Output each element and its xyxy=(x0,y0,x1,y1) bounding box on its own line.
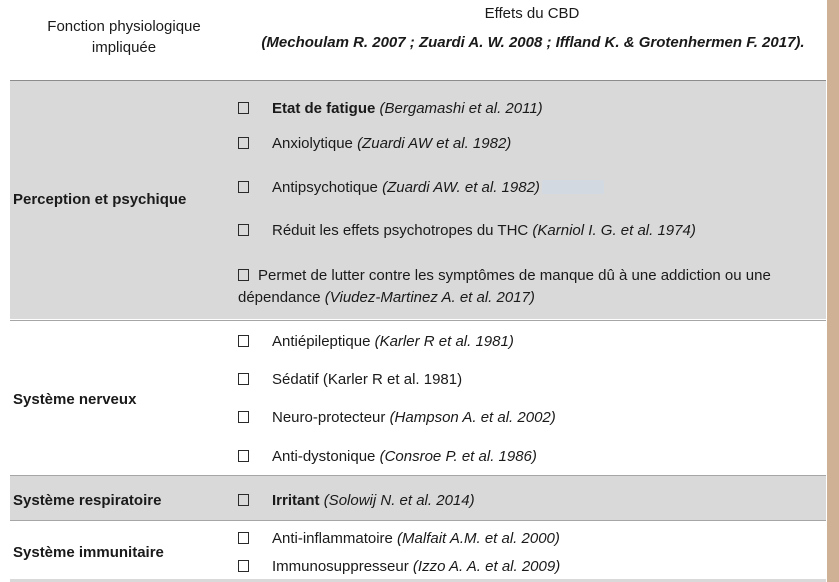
checkbox-icon xyxy=(238,411,249,423)
effect-item: Anti-dystonique (Consroe P. et al. 1986) xyxy=(238,446,824,468)
effect-item: Neuro-protecteur (Hampson A. et al. 2002) xyxy=(238,407,824,429)
section-label: Système nerveux xyxy=(13,391,137,408)
section-respiratory-system xyxy=(10,475,826,520)
effect-item: Antipsychotique (Zuardi AW. et al. 1982) xyxy=(238,177,824,199)
effect-item: Réduit les effets psychotropes du THC (Karniol I. G. et al. 1974) xyxy=(238,220,824,242)
checkbox-icon xyxy=(238,560,249,572)
effect-item: Anxiolytique (Zuardi AW et al. 1982) xyxy=(238,133,824,155)
effect-item: Etat de fatigue (Bergamashi et al. 2011) xyxy=(238,98,824,120)
effect-item: Anti-inflammatoire (Malfait A.M. et al. 2000) xyxy=(238,528,824,550)
highlight-mark xyxy=(542,180,604,194)
checkbox-icon xyxy=(238,269,249,281)
checkbox-icon xyxy=(238,102,249,114)
section-label: Système immunitaire xyxy=(13,544,164,561)
header-cbd-effects: Effets du CBD xyxy=(484,5,580,22)
checkbox-icon xyxy=(238,137,249,149)
header-physiological-function: Fonction physiologique impliquée xyxy=(47,18,201,56)
checkbox-icon xyxy=(238,532,249,544)
section-label: Perception et psychique xyxy=(13,191,187,208)
checkbox-icon xyxy=(238,373,249,385)
effect-item: Permet de lutter contre les symptômes de manque dû à une addiction ou une dépendance (Viudez-Martinez A. et al. 2017) xyxy=(238,267,771,306)
effect-item: Immunosuppresseur (Izzo A. A. et al. 2009) xyxy=(238,556,824,578)
checkbox-icon xyxy=(238,181,249,193)
section-label: Système respiratoire xyxy=(13,492,162,509)
section-nervous-system xyxy=(10,320,826,475)
cbd-effects-table xyxy=(10,0,826,582)
checkbox-icon xyxy=(238,494,249,506)
checkbox-icon xyxy=(238,450,249,462)
section-immune-system xyxy=(10,520,826,580)
page-edge xyxy=(827,0,839,582)
effect-item: Sédatif (Karler R et al. 1981) xyxy=(238,369,824,391)
effect-item: Irritant (Solowij N. et al. 2014) xyxy=(238,490,824,512)
checkbox-icon xyxy=(238,224,249,236)
checkbox-icon xyxy=(238,335,249,347)
table-header xyxy=(10,0,826,81)
header-citation: (Mechoulam R. 2007 ; Zuardi A. W. 2008 ; Iffland K. & Grotenhermen F. 2017). xyxy=(261,34,805,51)
section-perception xyxy=(10,81,826,319)
effect-item: Antiépileptique (Karler R et al. 1981) xyxy=(238,331,824,353)
